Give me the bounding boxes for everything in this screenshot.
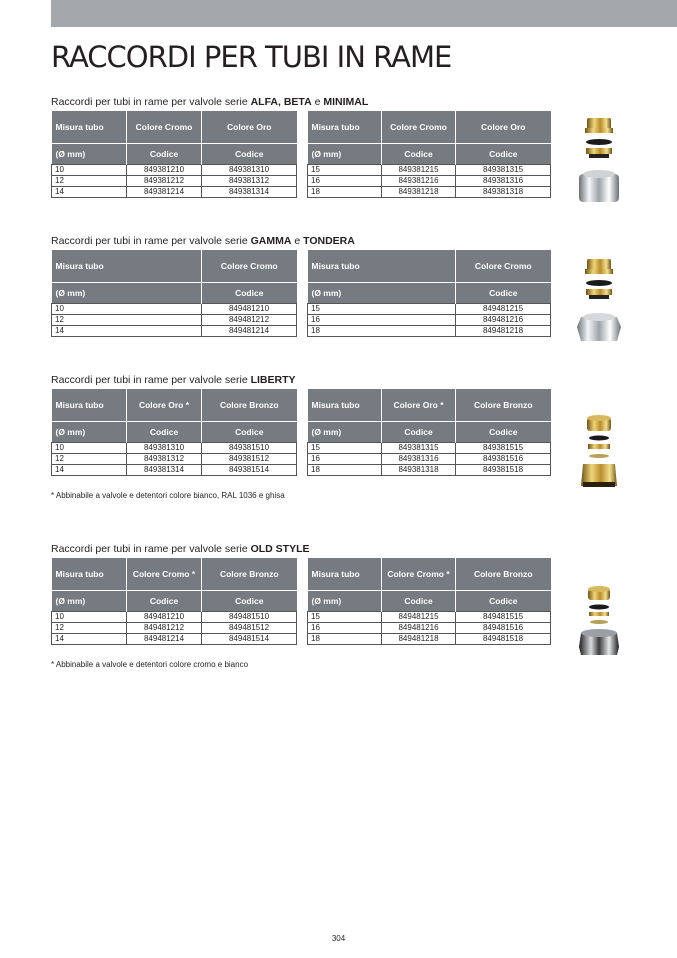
table-row	[308, 326, 551, 337]
section-title	[51, 543, 310, 555]
header-cell: Misura tubo	[308, 558, 382, 591]
table-row	[52, 623, 297, 634]
header-cell: Colore Cromo *	[127, 558, 202, 591]
header-cell: Colore Oro	[202, 111, 297, 144]
code-cell: 849481218	[456, 326, 551, 337]
table-row	[52, 187, 297, 198]
header-cell: Misura tubo	[52, 250, 202, 283]
code-cell: 849381216	[382, 176, 456, 187]
code-cell: 849481514	[202, 634, 297, 645]
header-cell: Colore Cromo	[456, 250, 551, 283]
size-cell: 15	[308, 304, 456, 315]
code-cell: 849381218	[382, 187, 456, 198]
code-cell: 849481515	[456, 612, 551, 623]
table-row	[52, 315, 297, 326]
header-cell: Colore Cromo	[382, 111, 456, 144]
page-number: 304	[331, 934, 346, 943]
code-cell: 849381318	[456, 187, 551, 198]
codes-table-left	[51, 389, 297, 476]
header-cell: Colore Bronzo	[202, 389, 297, 422]
table-row	[52, 165, 297, 176]
table-row	[52, 304, 297, 315]
top-bar	[51, 0, 677, 27]
header-cell: Colore Bronzo	[456, 389, 551, 422]
table-row	[308, 304, 551, 315]
section-title-prefix: Raccordi per tubi in rame per valvole serie	[51, 96, 251, 108]
subheader-cell: (Ø mm)	[308, 144, 382, 165]
size-cell: 12	[52, 176, 127, 187]
code-cell: 849381318	[382, 465, 456, 476]
code-cell: 849381316	[456, 176, 551, 187]
codes-table-right	[307, 558, 551, 645]
subheader-cell: (Ø mm)	[52, 591, 127, 612]
table-row	[52, 634, 297, 645]
subheader-cell: Codice	[456, 283, 551, 304]
table-row	[308, 612, 551, 623]
codes-table-right	[307, 250, 551, 337]
table-row	[308, 443, 551, 454]
size-cell: 15	[308, 443, 382, 454]
header-cell: Colore Bronzo	[456, 558, 551, 591]
code-cell: 849381314	[127, 465, 202, 476]
size-cell: 14	[52, 465, 127, 476]
code-cell: 849381215	[382, 165, 456, 176]
code-cell: 849481218	[382, 634, 456, 645]
fitting-image-gold	[571, 414, 627, 506]
section-title-prefix: Raccordi per tubi in rame per valvole serie	[51, 235, 251, 247]
size-cell: 16	[308, 623, 382, 634]
subheader-cell: (Ø mm)	[52, 283, 202, 304]
subheader-cell: Codice	[456, 591, 551, 612]
size-cell: 18	[308, 465, 382, 476]
code-cell: 849381214	[127, 187, 202, 198]
series-name: LIBERTY	[250, 374, 296, 386]
header-cell: Colore Bronzo	[202, 558, 297, 591]
table-row	[52, 326, 297, 337]
table-row	[52, 465, 297, 476]
code-cell: 849481518	[456, 634, 551, 645]
code-cell: 849381314	[202, 187, 297, 198]
subheader-cell: Codice	[127, 591, 202, 612]
code-cell: 849381210	[127, 165, 202, 176]
code-cell: 849381514	[202, 465, 297, 476]
title-connector: e	[291, 235, 304, 247]
fitting-image-chrome-hex	[571, 255, 627, 347]
codes-table-right	[307, 111, 551, 198]
table-row	[308, 465, 551, 476]
size-cell: 14	[52, 634, 127, 645]
subheader-cell: (Ø mm)	[52, 422, 127, 443]
size-cell: 12	[52, 454, 127, 465]
code-cell: 849381315	[382, 443, 456, 454]
table-row	[308, 176, 551, 187]
size-cell: 12	[52, 315, 202, 326]
code-cell: 849481214	[127, 634, 202, 645]
subheader-cell: (Ø mm)	[52, 144, 127, 165]
subheader-cell: Codice	[202, 144, 297, 165]
size-cell: 16	[308, 176, 382, 187]
fitting-image-black-chrome	[571, 585, 627, 677]
code-cell: 849481216	[456, 315, 551, 326]
subheader-cell: (Ø mm)	[308, 591, 382, 612]
size-cell: 18	[308, 634, 382, 645]
header-cell: Misura tubo	[308, 389, 382, 422]
code-cell: 849481516	[456, 623, 551, 634]
code-cell: 849381310	[127, 443, 202, 454]
subheader-cell: Codice	[202, 283, 297, 304]
title-connector: e	[311, 96, 324, 108]
series-name: GAMMA	[250, 235, 292, 247]
subheader-cell: Codice	[127, 422, 202, 443]
header-cell: Colore Cromo	[127, 111, 202, 144]
section-title	[51, 235, 355, 247]
series-name: OLD STYLE	[250, 543, 310, 555]
size-cell: 14	[52, 187, 127, 198]
code-cell: 849481214	[202, 326, 297, 337]
size-cell: 14	[52, 326, 202, 337]
section-title-prefix: Raccordi per tubi in rame per valvole serie	[51, 374, 251, 386]
code-cell: 849481212	[127, 623, 202, 634]
footnote: * Abbinabile a valvole e detentori colore cromo e bianco	[51, 660, 249, 669]
size-cell: 18	[308, 326, 456, 337]
subheader-cell: (Ø mm)	[308, 283, 456, 304]
code-cell: 849381312	[202, 176, 297, 187]
subheader-cell: Codice	[202, 422, 297, 443]
subheader-cell: Codice	[456, 144, 551, 165]
header-cell: Misura tubo	[52, 389, 127, 422]
table-row	[308, 454, 551, 465]
code-cell: 849481215	[456, 304, 551, 315]
section-title	[51, 374, 296, 386]
codes-table-left	[51, 111, 297, 198]
code-cell: 849481212	[202, 315, 297, 326]
size-cell: 15	[308, 165, 382, 176]
code-cell: 849381315	[456, 165, 551, 176]
code-cell: 849381516	[456, 454, 551, 465]
footnote: * Abbinabile a valvole e detentori colore bianco, RAL 1036 e ghisa	[51, 491, 285, 500]
header-cell: Colore Cromo	[202, 250, 297, 283]
size-cell: 10	[52, 304, 202, 315]
size-cell: 16	[308, 315, 456, 326]
code-cell: 849381312	[127, 454, 202, 465]
subheader-cell: Codice	[382, 422, 456, 443]
code-cell: 849381316	[382, 454, 456, 465]
code-cell: 849481210	[127, 612, 202, 623]
code-cell: 849381510	[202, 443, 297, 454]
code-cell: 849481512	[202, 623, 297, 634]
subheader-cell: Codice	[127, 144, 202, 165]
header-cell: Misura tubo	[308, 250, 456, 283]
code-cell: 849381518	[456, 465, 551, 476]
table-row	[52, 443, 297, 454]
header-cell: Colore Oro *	[127, 389, 202, 422]
series-name: MINIMAL	[323, 96, 369, 108]
header-cell: Misura tubo	[308, 111, 382, 144]
code-cell: 849481210	[202, 304, 297, 315]
header-cell: Misura tubo	[52, 111, 127, 144]
table-row	[308, 315, 551, 326]
size-cell: 15	[308, 612, 382, 623]
size-cell: 16	[308, 454, 382, 465]
header-cell: Misura tubo	[52, 558, 127, 591]
page-title: RACCORDI PER TUBI IN RAME	[51, 40, 452, 74]
code-cell: 849481215	[382, 612, 456, 623]
header-cell: Colore Oro *	[382, 389, 456, 422]
code-cell: 849381515	[456, 443, 551, 454]
codes-table-left	[51, 558, 297, 645]
code-cell: 849381212	[127, 176, 202, 187]
table-row	[308, 187, 551, 198]
table-row	[52, 176, 297, 187]
table-row	[308, 634, 551, 645]
series-name: TONDERA	[303, 235, 355, 247]
header-cell: Colore Oro	[456, 111, 551, 144]
series-name: ALFA, BETA	[250, 96, 312, 108]
size-cell: 10	[52, 612, 127, 623]
table-row	[308, 623, 551, 634]
code-cell: 849381512	[202, 454, 297, 465]
subheader-cell: (Ø mm)	[308, 422, 382, 443]
codes-table-left	[51, 250, 297, 337]
subheader-cell: Codice	[456, 422, 551, 443]
table-row	[52, 454, 297, 465]
size-cell: 18	[308, 187, 382, 198]
code-cell: 849381310	[202, 165, 297, 176]
section-title-prefix: Raccordi per tubi in rame per valvole serie	[51, 543, 251, 555]
header-cell: Colore Cromo *	[382, 558, 456, 591]
subheader-cell: Codice	[382, 591, 456, 612]
codes-table-right	[307, 389, 551, 476]
size-cell: 10	[52, 165, 127, 176]
table-row	[308, 165, 551, 176]
code-cell: 849481216	[382, 623, 456, 634]
size-cell: 12	[52, 623, 127, 634]
code-cell: 849481510	[202, 612, 297, 623]
size-cell: 10	[52, 443, 127, 454]
fitting-image-chrome	[571, 114, 627, 206]
section-title	[51, 96, 368, 108]
subheader-cell: Codice	[202, 591, 297, 612]
table-row	[52, 612, 297, 623]
subheader-cell: Codice	[382, 144, 456, 165]
